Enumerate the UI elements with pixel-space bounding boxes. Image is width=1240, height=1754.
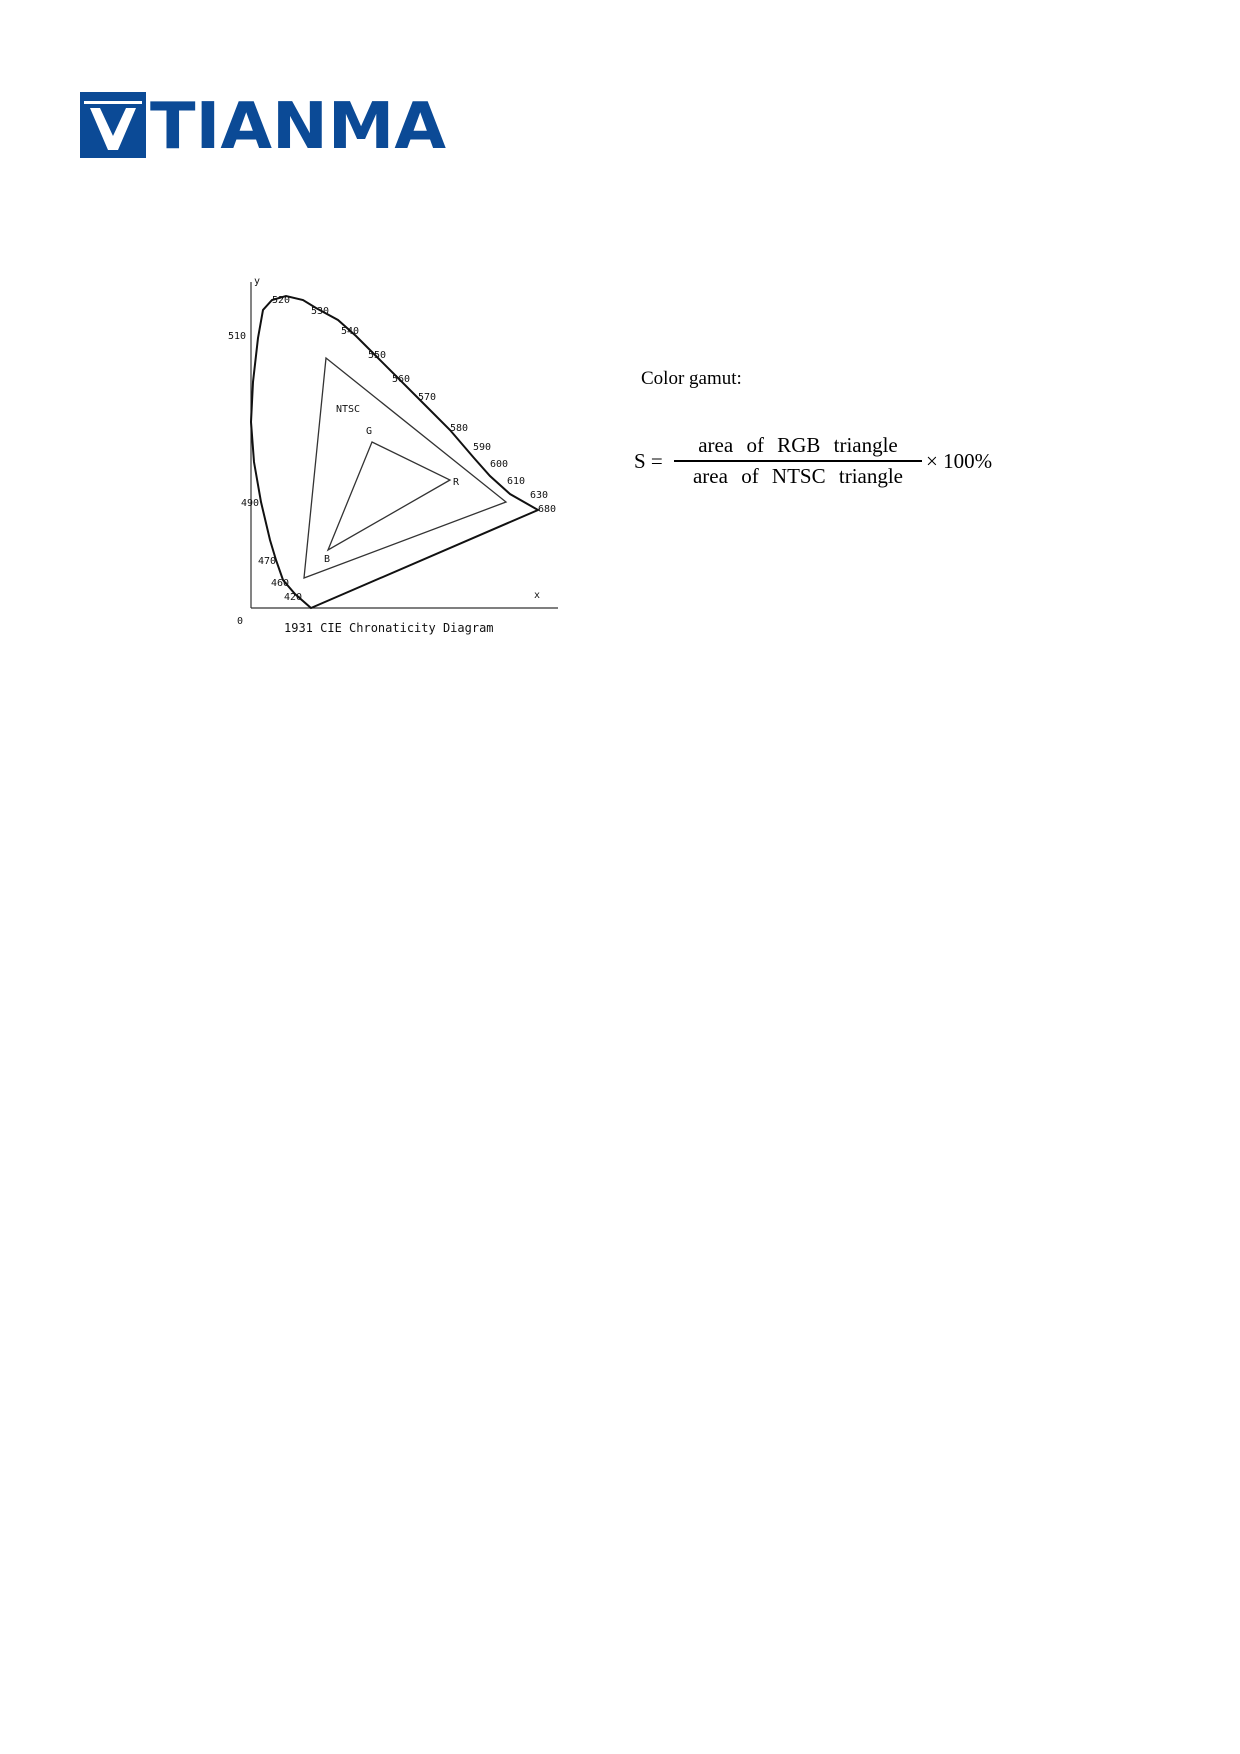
fraction-bar bbox=[674, 460, 922, 462]
wavelength-label: 550 bbox=[368, 350, 387, 361]
wavelength-label: 590 bbox=[473, 442, 492, 453]
wavelength-label: 470 bbox=[258, 556, 277, 567]
cie-chromaticity-diagram bbox=[228, 272, 590, 648]
wavelength-label: 560 bbox=[392, 374, 411, 385]
ntsc-label: NTSC bbox=[336, 404, 361, 415]
formula-fraction bbox=[674, 433, 922, 489]
wavelength-label: 680 bbox=[538, 504, 557, 515]
tianma-logo bbox=[80, 92, 450, 158]
wavelength-label: 630 bbox=[530, 490, 549, 501]
vertex-r-label: R bbox=[453, 477, 460, 488]
wavelength-label: 510 bbox=[228, 331, 247, 342]
formula-rhs: × 100% bbox=[926, 449, 993, 473]
wavelength-label: 570 bbox=[418, 392, 437, 403]
wavelength-label: 520 bbox=[272, 295, 291, 306]
wavelength-label: 580 bbox=[450, 423, 469, 434]
wavelength-label: 490 bbox=[241, 498, 260, 509]
formula-numerator: area of RGB triangle bbox=[698, 433, 898, 457]
wavelength-label: 600 bbox=[490, 459, 509, 470]
vertex-g-label: G bbox=[366, 426, 373, 437]
color-gamut-label: Color gamut: bbox=[641, 368, 742, 389]
wavelength-label: 460 bbox=[271, 578, 290, 589]
x-axis-label: x bbox=[534, 590, 541, 601]
origin-label: 0 bbox=[237, 616, 244, 627]
wavelength-label: 530 bbox=[311, 306, 330, 317]
wavelength-label: 540 bbox=[341, 326, 360, 337]
wavelength-label: 420 bbox=[284, 592, 303, 603]
formula-denominator: area of NTSC triangle bbox=[692, 464, 904, 488]
logo-wordmark: TIANMA bbox=[150, 92, 447, 158]
rgb-triangle bbox=[328, 442, 450, 550]
formula-lhs: S = bbox=[634, 449, 663, 473]
vertex-b-label: B bbox=[324, 554, 331, 565]
diagram-caption: 1931 CIE Chronaticity Diagram bbox=[284, 621, 494, 635]
y-axis-label: y bbox=[254, 276, 261, 287]
ntsc-triangle bbox=[304, 358, 509, 578]
wavelength-label: 610 bbox=[507, 476, 526, 487]
